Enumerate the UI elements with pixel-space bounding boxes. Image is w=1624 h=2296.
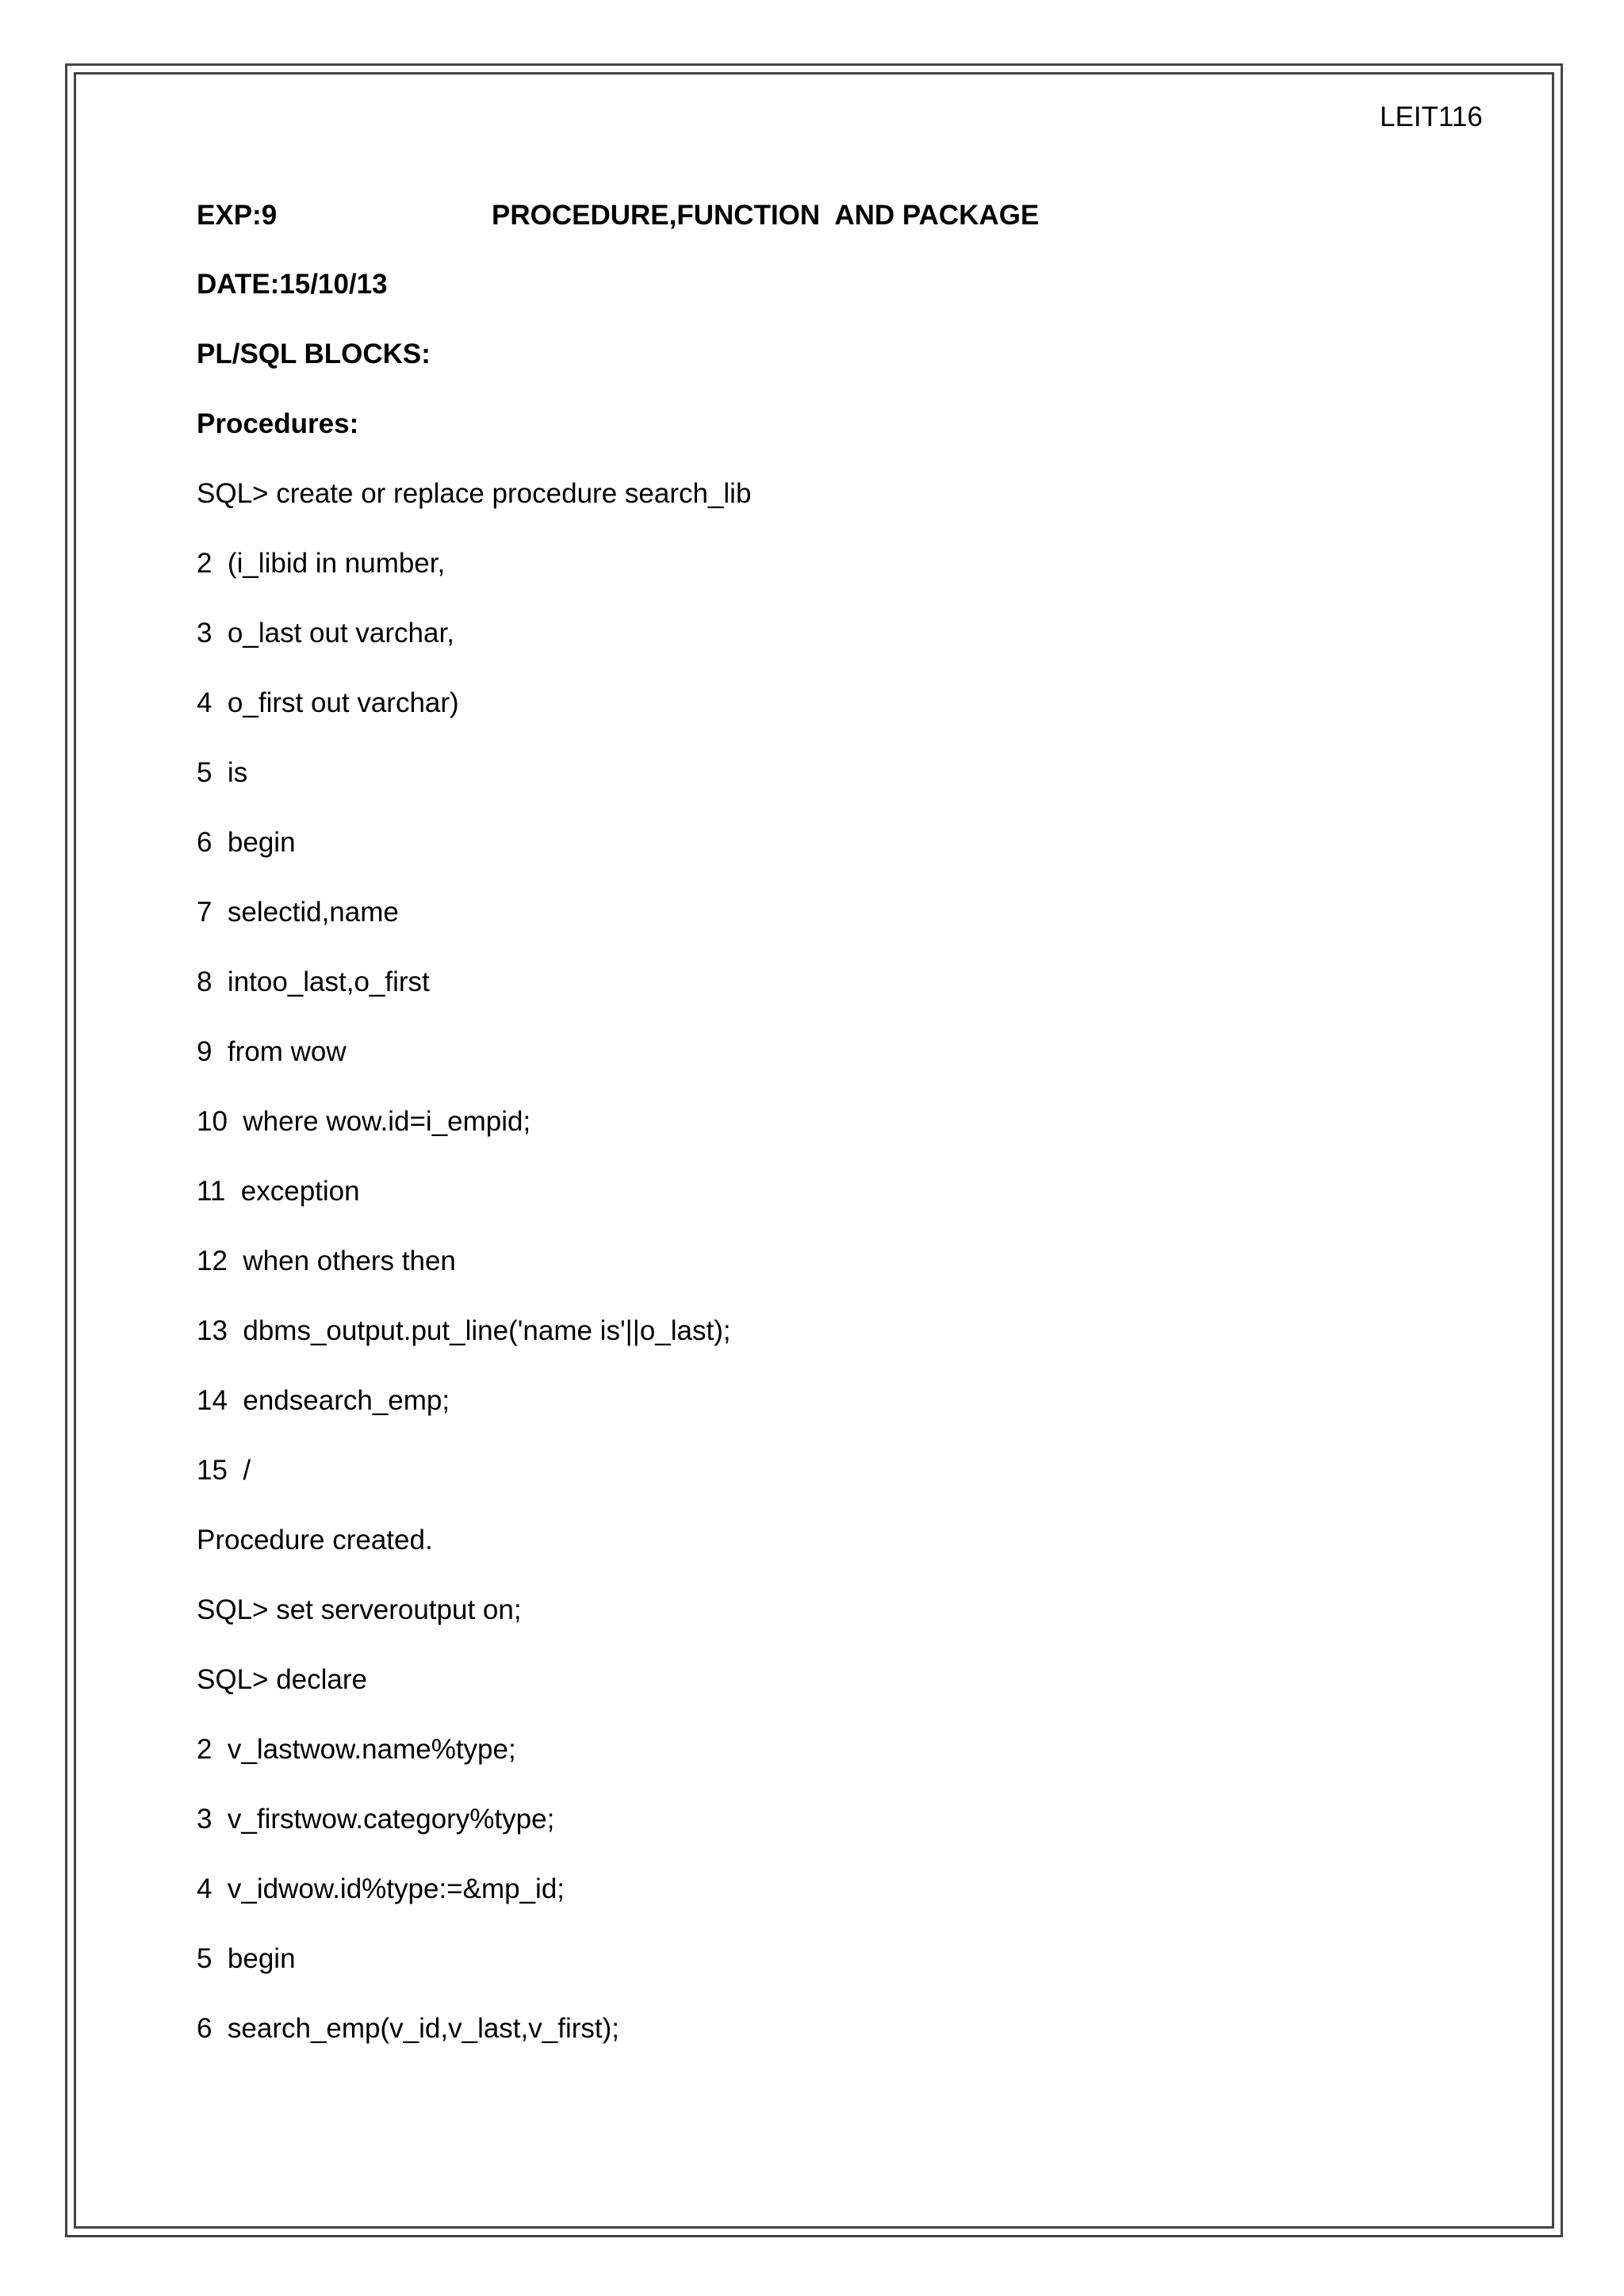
code-line: 2 (i_libid in number,: [197, 548, 446, 579]
experiment-title: PROCEDURE,FUNCTION AND PACKAGE: [492, 200, 1040, 231]
page-border: [65, 63, 1563, 2237]
subsection-heading: Procedures:: [197, 408, 359, 439]
code-line: SQL> declare: [197, 1664, 367, 1695]
code-line: 3 v_firstwow.category%type;: [197, 1804, 555, 1835]
document-code: LEIT116: [1380, 101, 1483, 132]
code-line: 14 endsearch_emp;: [197, 1385, 450, 1416]
code-line: 2 v_lastwow.name%type;: [197, 1734, 516, 1765]
code-line: 8 intoo_last,o_first: [197, 966, 430, 997]
code-line: Procedure created.: [197, 1525, 433, 1556]
page-border-inner: [74, 72, 1554, 2229]
code-line: 4 v_idwow.id%type:=&mp_id;: [197, 1873, 565, 1904]
code-line: 5 is: [197, 757, 248, 788]
code-line: SQL> create or replace procedure search_lib: [197, 478, 752, 509]
code-line: 5 begin: [197, 1943, 296, 1974]
code-line: 6 begin: [197, 827, 296, 858]
code-line: 3 o_last out varchar,: [197, 618, 454, 649]
date-line: DATE:15/10/13: [197, 269, 388, 300]
code-line: 7 selectid,name: [197, 897, 399, 928]
code-line: 15 /: [197, 1455, 251, 1486]
code-line: 10 where wow.id=i_empid;: [197, 1106, 531, 1137]
section-heading: PL/SQL BLOCKS:: [197, 339, 431, 369]
code-line: 4 o_first out varchar): [197, 687, 459, 718]
code-line: 9 from wow: [197, 1036, 347, 1067]
code-line: 6 search_emp(v_id,v_last,v_first);: [197, 2013, 619, 2044]
code-line: 13 dbms_output.put_line('name is'||o_last);: [197, 1315, 731, 1346]
experiment-label: EXP:9: [197, 200, 278, 231]
code-line: 12 when others then: [197, 1246, 456, 1276]
code-line: 11 exception: [197, 1176, 360, 1207]
code-line: SQL> set serveroutput on;: [197, 1594, 522, 1625]
